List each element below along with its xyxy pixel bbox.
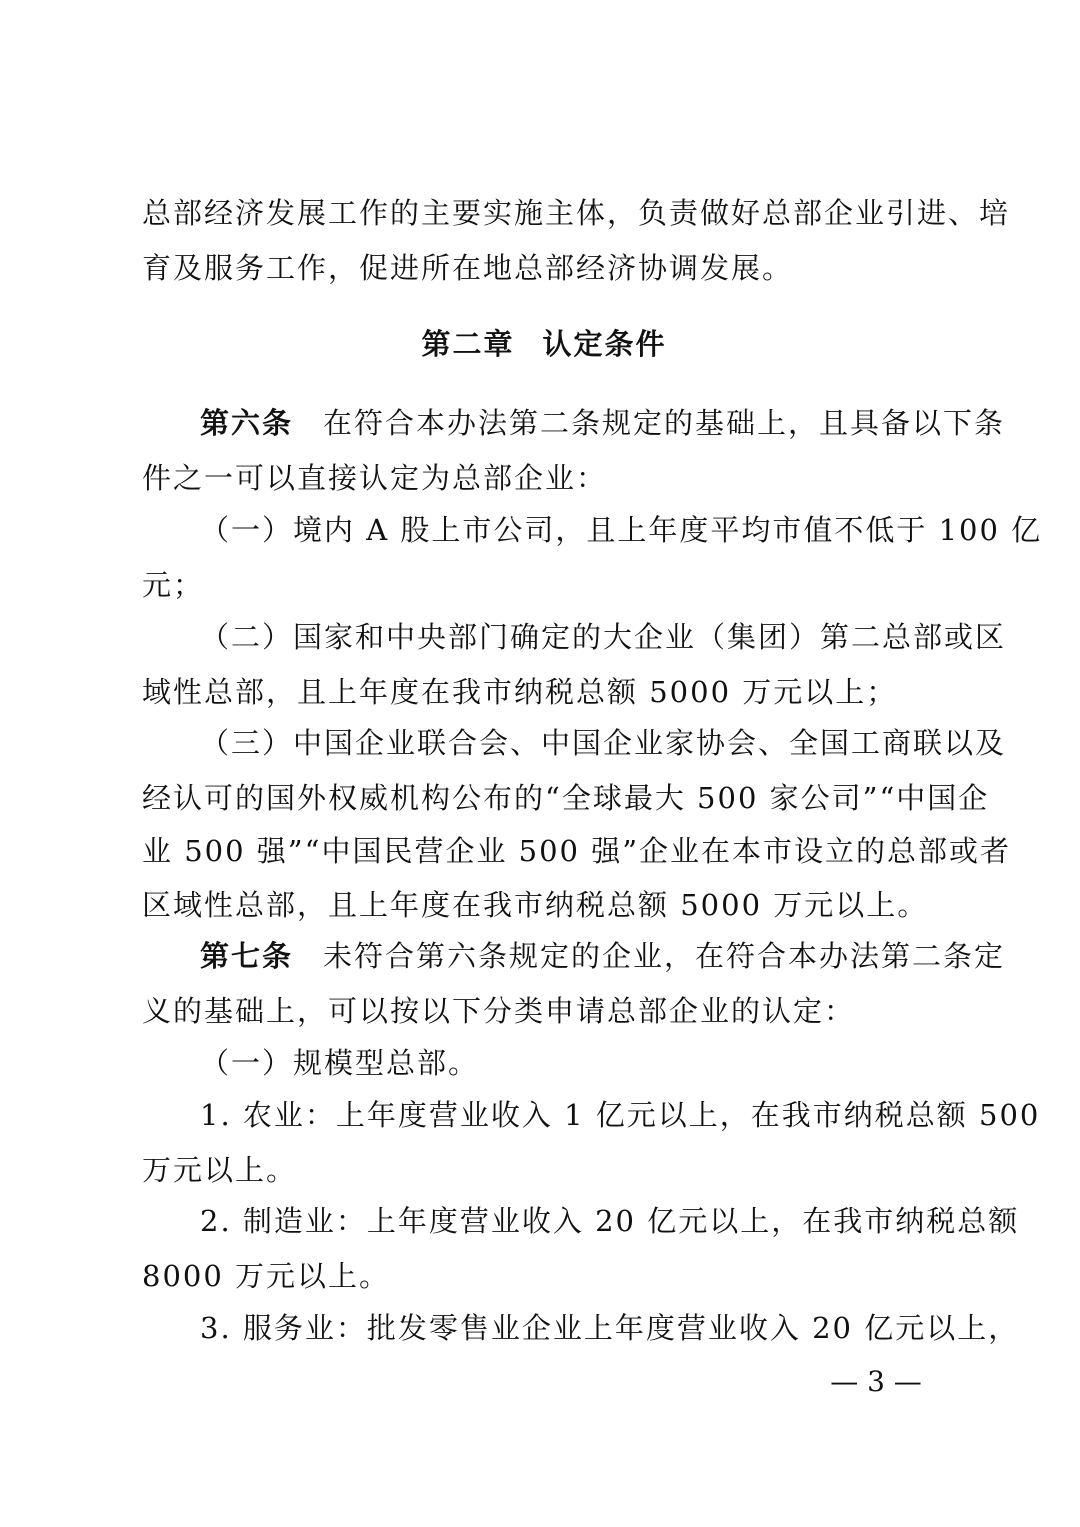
chapter-number: 第二章: [421, 327, 515, 361]
paragraph-line: 1. 农业：上年度营业收入 1 亿元以上，在我市纳税总额 500: [200, 1098, 1041, 1132]
paragraph-line: 8000 万元以上。: [142, 1259, 391, 1293]
paragraph-line: 域性总部，且上年度在我市纳税总额 5000 万元以上；: [142, 675, 898, 709]
paragraph-line: （二）国家和中央部门确定的大企业（集团）第二总部或区: [200, 620, 1007, 654]
page-number: — 3 —: [830, 1365, 922, 1398]
paragraph-line: 元；: [142, 568, 205, 602]
chapter-heading: [142, 317, 946, 371]
paragraph-line: 区域性总部，且上年度在我市纳税总额 5000 万元以上。: [142, 888, 929, 922]
article-7-first-line: [142, 929, 1006, 983]
chapter-title: 认定条件: [542, 327, 667, 361]
article-6-first-line: [142, 396, 1006, 450]
paragraph-line: （一）规模型总部。: [200, 1046, 480, 1080]
paragraph-line: 万元以上。: [142, 1153, 298, 1187]
article-text: 未符合第六条规定的企业，在符合本办法第二条定: [323, 939, 1006, 973]
article-label: 第七条: [200, 939, 294, 973]
article-text: 在符合本办法第二条规定的基础上，且具备以下条: [323, 406, 1006, 440]
paragraph-line: 2. 制造业：上年度营业收入 20 亿元以上，在我市纳税总额: [200, 1204, 1020, 1238]
paragraph-line: 3. 服务业：批发零售业企业上年度营业收入 20 亿元以上，: [200, 1311, 1020, 1345]
paragraph-line: 育及服务工作，促进所在地总部经济协调发展。: [142, 251, 794, 285]
paragraph-line: 件之一可以直接认定为总部企业：: [142, 461, 608, 495]
paragraph-line: 业 500 强”“中国民营企业 500 强”企业在本市设立的总部或者: [142, 834, 1012, 868]
paragraph-line: 总部经济发展工作的主要实施主体，负责做好总部企业引进、培: [142, 196, 1011, 230]
paragraph-line: 经认可的国外权威机构公布的“全球最大 500 家公司”“中国企: [142, 781, 990, 815]
paragraph-line: （一）境内 A 股上市公司，且上年度平均市值不低于 100 亿: [200, 513, 1043, 547]
paragraph-line: （三）中国企业联合会、中国企业家协会、全国工商联以及: [200, 726, 1007, 760]
paragraph-line: 义的基础上，可以按以下分类申请总部企业的认定：: [142, 994, 856, 1028]
article-label: 第六条: [200, 406, 294, 440]
